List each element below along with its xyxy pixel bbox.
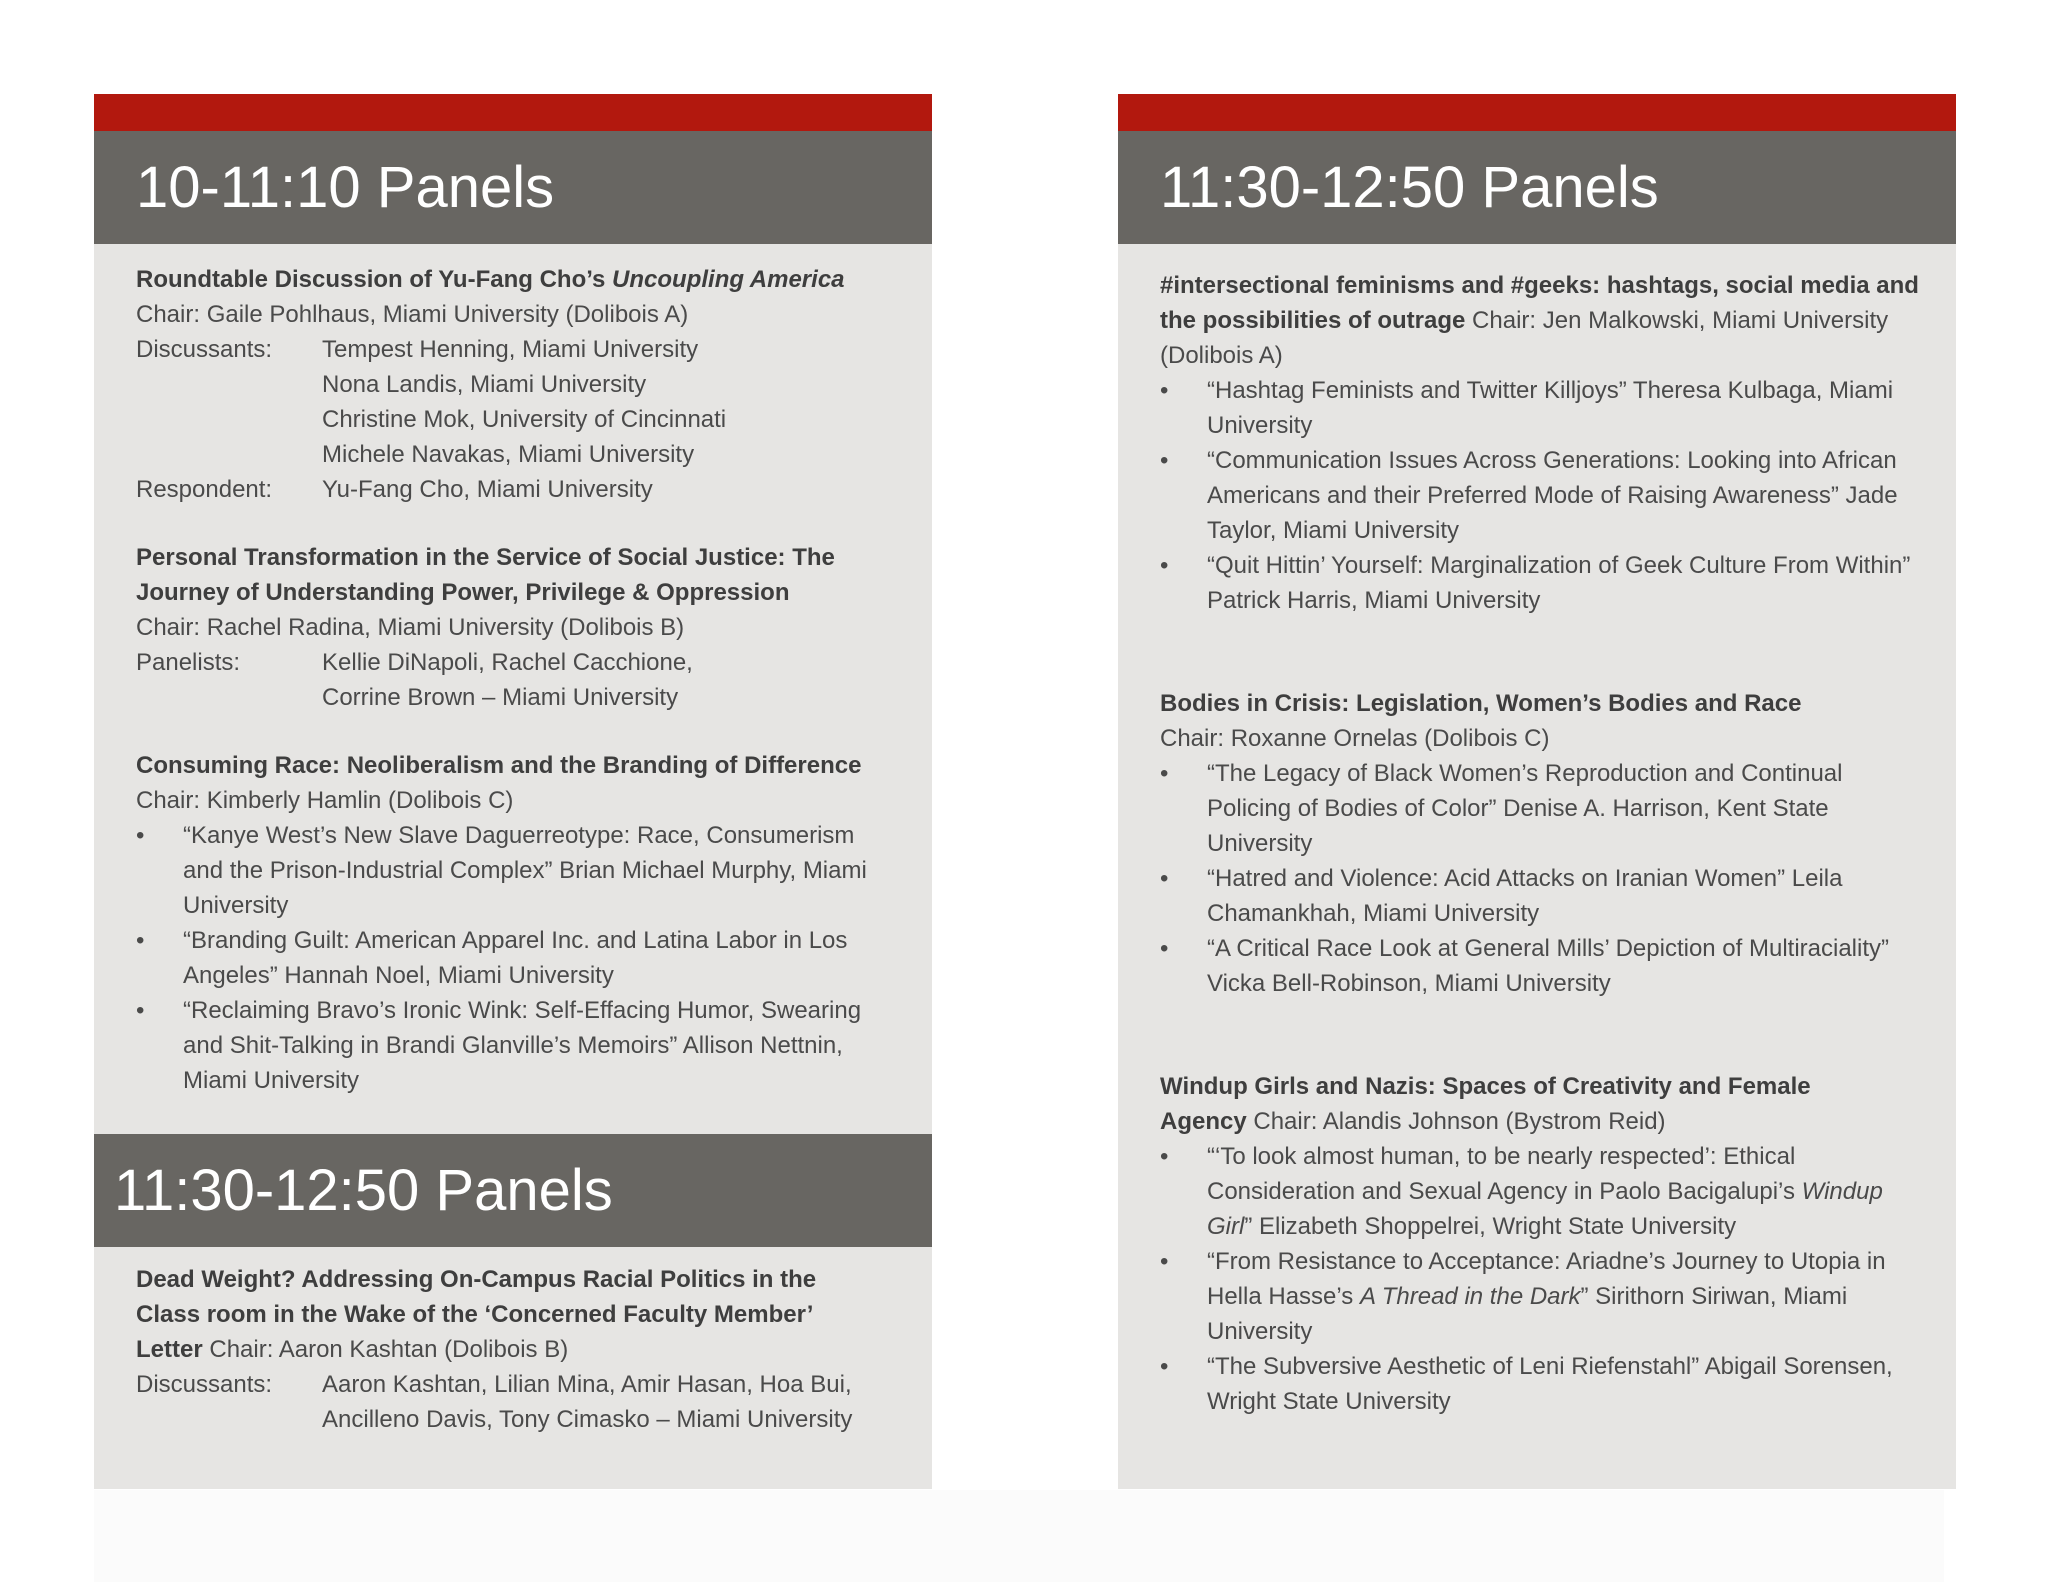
panel-title-chair: Agency Chair: Alandis Johnson (Bystrom Reid) (1160, 1108, 1666, 1135)
panelists-cont: Corrine Brown – Miami University (322, 684, 679, 711)
panel-title-chair: #intersectional feminisms and #geeks: hashtags, social media and the possibilities of outrage Chair: Jen Malkowski, Miami University (Dolibois A) (1160, 272, 1919, 369)
paper-list (1160, 1139, 1928, 1419)
panel-chair: Chair: Roxanne Ornelas (Dolibois C) (1160, 725, 1550, 752)
discussant: Nona Landis, Miami University (322, 371, 647, 398)
page-shadow (94, 1490, 1944, 1582)
panel-title: Consuming Race: Neoliberalism and the Branding of Difference (136, 752, 862, 779)
accent-bar (94, 94, 932, 131)
respondent-row: Respondent: Yu-Fang Cho, Miami University (136, 476, 653, 503)
panel-transformation (136, 540, 894, 715)
panel-feminisms (1160, 268, 1928, 618)
panelists-row: Panelists: Kellie DiNapoli, Rachel Cacchione, (136, 649, 693, 676)
panel-title: Personal Transformation in the Service of Social Justice: The (136, 544, 835, 571)
discussant: Michele Navakas, Miami University (322, 441, 695, 468)
panel-roundtable (136, 262, 894, 507)
paper-item: • “Branding Guilt: American Apparel Inc. and Latina Labor in Los Angeles” Hannah Noel, Miami University (136, 923, 894, 993)
panel-title: Roundtable Discussion of Yu-Fang Cho’s Uncoupling America (136, 266, 845, 293)
panel-title-chair: Letter Chair: Aaron Kashtan (Dolibois B) (136, 1336, 569, 1363)
panel-bodies-in-crisis (1160, 686, 1928, 1001)
paper-item: • “A Critical Race Look at General Mills’ Depiction of Multiraciality” Vicka Bell-Robinson, Miami University (1160, 931, 1928, 1001)
panel-consuming-race (136, 748, 894, 1098)
discussant: Tempest Henning, Miami University (322, 336, 699, 363)
panel-chair: Chair: Rachel Radina, Miami University (Dolibois B) (136, 614, 685, 641)
midday-panels-left (136, 1262, 894, 1470)
right-schedule-card (1118, 94, 1956, 1489)
panel-title: Bodies in Crisis: Legislation, Women’s Bodies and Race (1160, 690, 1802, 717)
session-header-morning (94, 131, 932, 244)
discussants-row: Discussants: Aaron Kashtan, Lilian Mina, Amir Hasan, Hoa Bui, Ancilleno Davis, Tony Cimasko – Miami University (136, 1371, 853, 1433)
midday-panels-right (1160, 268, 1928, 1452)
paper-item: • “Hashtag Feminists and Twitter Killjoys” Theresa Kulbaga, Miami University (1160, 373, 1928, 443)
paper-item: • “The Subversive Aesthetic of Leni Riefenstahl” Abigail Sorensen, Wright State University (1160, 1349, 1928, 1419)
left-schedule-card (94, 94, 932, 1489)
paper-item: • “Kanye West’s New Slave Daguerreotype: Race, Consumerism and the Prison-Industrial Complex” Brian Michael Murphy, Miami University (136, 818, 894, 923)
panel-title: Windup Girls and Nazis: Spaces of Creativity and Female (1160, 1073, 1811, 1100)
session-title: 10-11:10 Panels (136, 155, 555, 220)
panel-dead-weight (136, 1262, 894, 1437)
discussants-row: Discussants: Tempest Henning, Miami University Nona Landis, Miami University Christine Mok, University of Cincinnati Michele Navakas, Miami University (136, 332, 894, 472)
paper-item: • “‘To look almost human, to be nearly respected’: Ethical Consideration and Sexual Agency in Paolo Bacigalupi’s Windup Girl” Elizabeth Shoppelrei, Wright State University (1160, 1139, 1928, 1244)
paper-item: • “Hatred and Violence: Acid Attacks on Iranian Women” Leila Chamankhah, Miami University (1160, 861, 1928, 931)
session-title: 11:30-12:50 Panels (1160, 155, 1659, 220)
paper-item: • “From Resistance to Acceptance: Ariadne’s Journey to Utopia in Hella Hasse’s A Thread in the Dark” Sirithorn Siriwan, Miami University (1160, 1244, 1928, 1349)
paper-item: • “The Legacy of Black Women’s Reproduction and Continual Policing of Bodies of Color” Denise A. Harrison, Kent State University (1160, 756, 1928, 861)
panel-windup-girls (1160, 1069, 1928, 1419)
discussant: Christine Mok, University of Cincinnati (322, 406, 727, 433)
accent-bar (1118, 94, 1956, 131)
panel-chair: Chair: Kimberly Hamlin (Dolibois C) (136, 787, 514, 814)
paper-list (1160, 756, 1928, 1001)
paper-list (136, 818, 894, 1098)
paper-item: • “Communication Issues Across Generations: Looking into African Americans and their Preferred Mode of Raising Awareness” Jade Taylor, Miami University (1160, 443, 1928, 548)
paper-item: • “Quit Hittin’ Yourself: Marginalization of Geek Culture From Within” Patrick Harris, Miami University (1160, 548, 1928, 618)
paper-item: • “Reclaiming Bravo’s Ironic Wink: Self-Effacing Humor, Swearing and Shit-Talking in Brandi Glanville’s Memoirs” Allison Nettnin, Miami University (136, 993, 894, 1098)
morning-panels (136, 262, 894, 1131)
panel-title: Dead Weight? Addressing On-Campus Racial Politics in the (136, 1266, 817, 1293)
session-header-midday (1118, 131, 1956, 244)
panel-chair: Chair: Gaile Pohlhaus, Miami University (Dolibois A) (136, 301, 689, 328)
session-header-midday (94, 1134, 932, 1247)
panel-title-cont: Class room in the Wake of the ‘Concerned Faculty Member’ (136, 1301, 814, 1328)
paper-list (1160, 373, 1928, 618)
panel-title-cont: Journey of Understanding Power, Privilege & Oppression (136, 579, 790, 606)
session-title: 11:30-12:50 Panels (114, 1158, 613, 1223)
